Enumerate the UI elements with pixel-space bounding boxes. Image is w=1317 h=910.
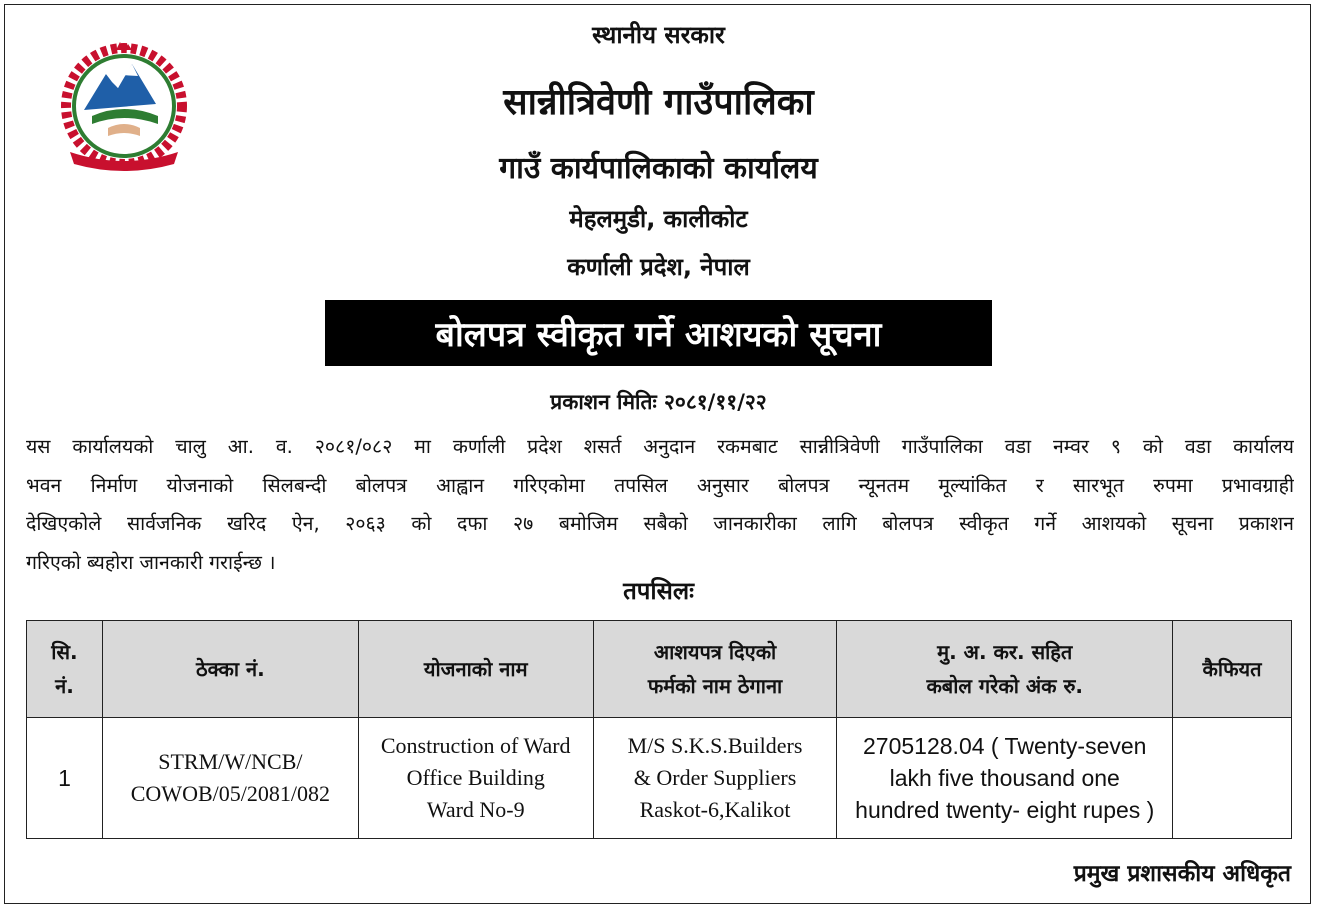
cell-serial: 1 [27,718,103,839]
award-table [26,620,1292,839]
cell-contract-no: STRM/W/NCB/ COWOB/05/2081/082 [102,718,358,839]
header-office-name: गाउँ कार्यपालिकाको कार्यालय [499,151,818,186]
publish-date: प्रकाशन मितिः २०८१/११/२२ [550,390,767,414]
body-line: गरिएको ब्यहोरा जानकारी गराईन्छ । [26,550,276,574]
table-header-row [27,621,1292,718]
schedule-title: तपसिलः [623,577,694,605]
notice-title: बोलपत्र स्वीकृत गर्ने आशयको सूचना [435,315,882,355]
notice-body [26,428,1294,582]
cell-project: Construction of Ward Office Building Ward No-9 [358,718,593,839]
body-line: यस कार्यालयको चालु आ. व. २०८१/०८२ मा कर्णाली प्रदेश शसर्त अनुदान रकमबाट सान्नीत्रिवेणी गाउँपालिका वडा नम्वर ९ को वडा कार्यालय [26,435,1294,458]
header-local-government: स्थानीय सरकार [592,21,725,49]
body-line: भवन निर्माण योजनाको सिलबन्दी बोलपत्र आह्वान गरिएकोमा तपसिल अनुसार बोलपत्र न्यूनतम मूल्यांकित र सारभूत रुपमा प्रभावग्राही [26,473,1294,497]
signature-title: प्रमुख प्रशासकीय अधिकृत [1073,861,1291,887]
notice-title-banner [325,300,992,366]
col-header-remarks: कैफियत [1173,621,1292,718]
header-address: मेहलमुडी, कालीकोट [569,205,748,233]
col-header-amount: मु. अ. कर. सहित कबोल गरेको अंक रु. [837,621,1173,718]
table-row [27,718,1292,839]
cell-amount: 2705128.04 ( Twenty-seven lakh five thousand one hundred twenty- eight rupes ) [837,718,1173,839]
col-header-serial: सि. नं. [27,621,103,718]
cell-firm: M/S S.K.S.Builders & Order Suppliers Raskot-6,Kalikot [593,718,837,839]
cell-remarks [1173,718,1292,839]
header-province: कर्णाली प्रदेश, नेपाल [567,253,750,281]
col-header-project: योजनाको नाम [358,621,593,718]
body-line: देखिएकोले सार्वजनिक खरिद ऐन, २०६३ को दफा २७ बमोजिम सबैको जानकारीका लागि बोलपत्र स्वीकृत गर्ने आशयको सूचना प्रकाशन [26,512,1294,535]
col-header-firm: आशयपत्र दिएको फर्मको नाम ठेगाना [593,621,837,718]
col-header-contract-no: ठेक्का नं. [102,621,358,718]
header-municipality-name: सान्नीत्रिवेणी गाउँपालिका [503,82,814,123]
